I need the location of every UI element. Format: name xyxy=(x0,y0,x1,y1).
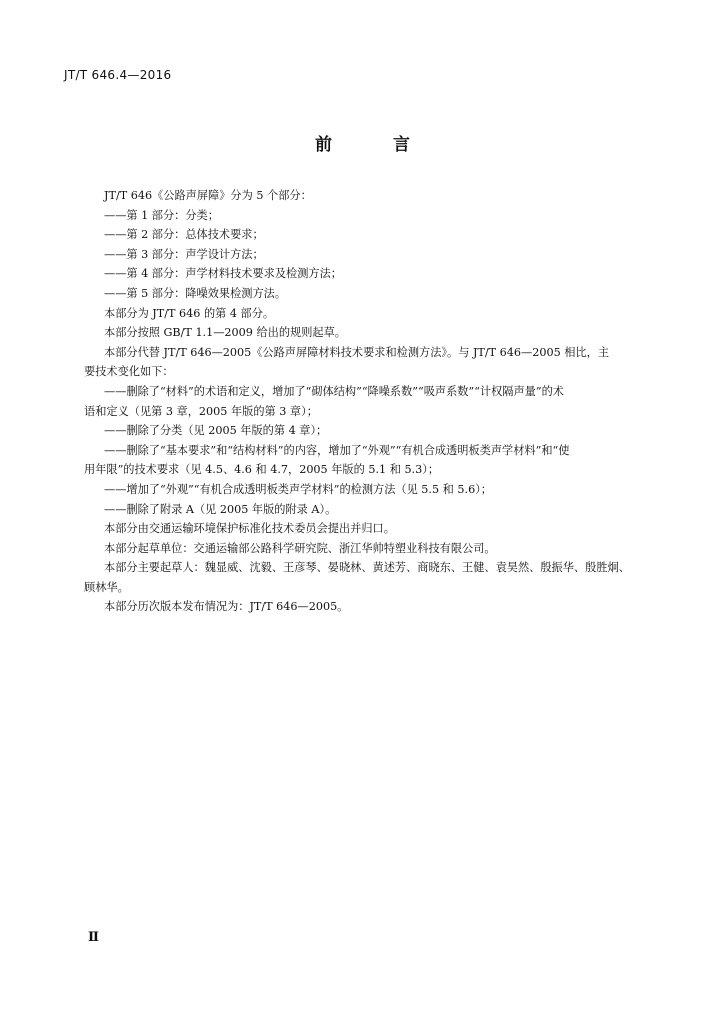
foreword-body xyxy=(84,186,644,617)
standard-code-header: JT/T 646.4—2016 xyxy=(64,68,172,82)
list-item: ——删除了附录 A（见 2005 年版的附录 A）。 xyxy=(104,502,337,516)
list-item: ——删除了“材料”的术语和定义，增加了“砌体结构”“降噪系数”“吸声系数”“计权隔声量”的术 xyxy=(104,384,564,398)
list-item-continuation: 语和定义（见第 3 章，2005 年版的第 3 章）； xyxy=(84,404,318,418)
paragraph: JT/T 646《公路声屏障》分为 5 个部分： xyxy=(104,189,312,202)
paragraph: 本部分主要起草人：魏显威、沈毅、王彦琴、晏晓林、黄述芳、商晓东、王健、袁昊然、殷振华、殷胜炯、 xyxy=(104,561,630,575)
paragraph: 本部分起草单位：交通运输部公路科学研究院、浙江华帅特塑业科技有限公司。 xyxy=(104,541,496,555)
list-item: ——第 5 部分：降噪效果检测方法。 xyxy=(104,286,287,300)
paragraph: 本部分代替 JT/T 646—2005《公路声屏障材料技术要求和检测方法》。与 JT/T 646—2005 相比，主 xyxy=(104,345,610,359)
page-number: Ⅱ xyxy=(88,930,99,945)
paragraph: 本部分按照 GB/T 1.1—2009 给出的规则起草。 xyxy=(104,326,346,340)
list-item: ——增加了“外观”“有机合成透明板类声学材料”的检测方法（见 5.5 和 5.6）； xyxy=(104,482,492,496)
list-item: ——第 2 部分：总体技术要求； xyxy=(104,228,264,242)
list-item: ——删除了“基本要求”和“结构材料”的内容，增加了“外观”“有机合成透明板类声学材料”和“使 xyxy=(104,443,570,457)
list-item: ——删除了分类（见 2005 年版的第 4 章）； xyxy=(104,424,328,438)
page-title: 前 言 xyxy=(315,135,432,155)
list-item: ——第 3 部分：声学设计方法； xyxy=(104,247,264,261)
paragraph-continuation: 要技术变化如下： xyxy=(84,365,174,379)
paragraph: 本部分为 JT/T 646 的第 4 部分。 xyxy=(104,306,275,320)
paragraph: 本部分由交通运输环境保护标准化技术委员会提出并归口。 xyxy=(104,522,395,536)
list-item-continuation: 用年限”的技术要求（见 4.5、4.6 和 4.7，2005 年版的 5.1 和 5.3）； xyxy=(84,463,440,477)
paragraph-continuation: 顾林华。 xyxy=(84,580,129,594)
list-item: ——第 4 部分：声学材料技术要求及检测方法； xyxy=(104,267,342,281)
list-item: ——第 1 部分：分类； xyxy=(104,208,219,222)
paragraph: 本部分历次版本发布情况为：JT/T 646—2005。 xyxy=(104,600,349,614)
